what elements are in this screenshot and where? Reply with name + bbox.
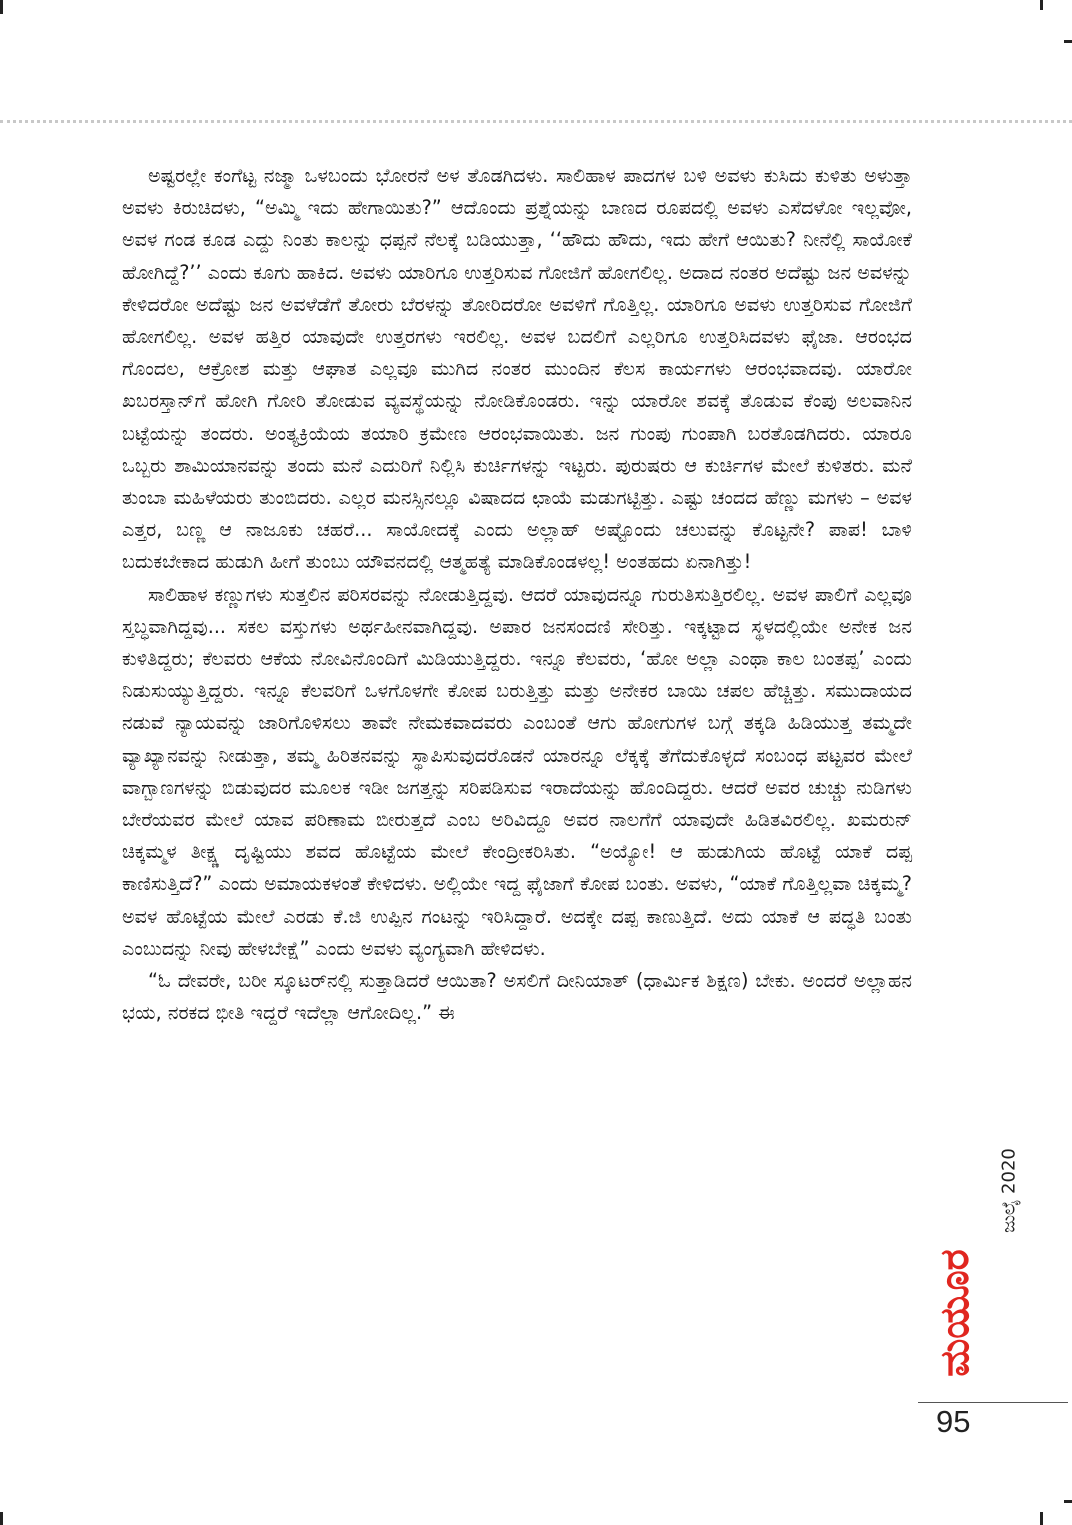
crop-mark-bottom-left [0,1512,3,1525]
page-number-rule [918,1402,1068,1403]
crop-mark-top-left [0,0,3,14]
article-body [122,160,912,1029]
crop-mark-right-upper [1064,40,1072,43]
crop-mark-right-lower [1064,1500,1072,1503]
crop-mark-bottom-right [1040,1512,1043,1525]
paragraph: ಸಾಲಿಹಾಳ ಕಣ್ಣುಗಳು ಸುತ್ತಲಿನ ಪರಿಸರವನ್ನು ನೋಡುತ್ತಿದ್ದವು. ಆದರೆ ಯಾವುದನ್ನೂ ಗುರುತಿಸುತ್ತಿರಲಿಲ್ಲ. ಅವಳ ಪಾಲಿಗೆ ಎಲ್ಲವೂ ಸ್ತಬ್ಧವಾಗಿದ್ದವು... ಸಕಲ ವಸ್ತುಗಳು ಅರ್ಥಹೀನವಾಗಿದ್ದವು. ಅಪಾರ ಜನಸಂದಣಿ ಸೇರಿತ್ತು. ಇಕ್ಕಟ್ಟಾದ ಸ್ಥಳದಲ್ಲಿಯೇ ಅನೇಕ ಜನ ಕುಳಿತಿದ್ದರು; ಕೆಲವರು ಆಕೆಯ ನೋವಿನೊಂದಿಗೆ ಮಿಡಿಯುತ್ತಿದ್ದರು. ಇನ್ನೂ ಕೆಲವರು, ‘ಹೋ ಅಲ್ಲಾ ಎಂಥಾ ಕಾಲ ಬಂತಪ್ಪ’ ಎಂದು ನಿಡುಸುಯ್ಯುತ್ತಿದ್ದರು. ಇನ್ನೂ ಕೆಲವರಿಗೆ ಒಳಗೊಳಗೇ ಕೋಪ ಬರುತ್ತಿತ್ತು ಮತ್ತು ಅನೇಕರ ಬಾಯಿ ಚಪಲ ಹೆಚ್ಚಿತ್ತು. ಸಮುದಾಯದ ನಡುವೆ ನ್ಯಾಯವನ್ನು ಜಾರಿಗೊಳಿಸಲು ತಾವೇ ನೇಮಕವಾದವರು ಎಂಬಂತೆ ಆಗು ಹೋಗುಗಳ ಬಗ್ಗೆ ತಕ್ಕಡಿ ಹಿಡಿಯುತ್ತ ತಮ್ಮದೇ ವ್ಯಾಖ್ಯಾನವನ್ನು ನೀಡುತ್ತಾ, ತಮ್ಮ ಹಿರಿತನವನ್ನು ಸ್ಥಾಪಿಸುವುದರೊಡನೆ ಯಾರನ್ನೂ ಲೆಕ್ಕಕ್ಕೆ ತೆಗೆದುಕೊಳ್ಳದೆ ಸಂಬಂಧ ಪಟ್ಟವರ ಮೇಲೆ ವಾಗ್ಬಾಣಗಳನ್ನು ಬಿಡುವುದರ ಮೂಲಕ ಇಡೀ ಜಗತ್ತನ್ನು ಸರಿಪಡಿಸುವ ಇರಾದೆಯನ್ನು ಹೊಂದಿದ್ದರು. ಆದರೆ ಅವರ ಚುಚ್ಚು ನುಡಿಗಳು ಬೇರೆಯವರ ಮೇಲೆ ಯಾವ ಪರಿಣಾಮ ಬೀರುತ್ತದೆ ಎಂಬ ಅರಿವಿದ್ದೂ ಅವರ ನಾಲಗೆಗೆ ಯಾವುದೇ ಹಿಡಿತವಿರಲಿಲ್ಲ. ಖಮರುನ್ ಚಿಕ್ಕಮ್ಮಳ ತೀಕ್ಷ್ಣ ದೃಷ್ಟಿಯು ಶವದ ಹೊಟ್ಟೆಯ ಮೇಲೆ ಕೇಂದ್ರೀಕರಿಸಿತು. “ಅಯ್ಯೋ! ಆ ಹುಡುಗಿಯ ಹೊಟ್ಟೆ ಯಾಕೆ ದಪ್ಪ ಕಾಣಿಸುತ್ತಿದೆ?” ಎಂದು ಅಮಾಯಕಳಂತೆ ಕೇಳಿದಳು. ಅಲ್ಲಿಯೇ ಇದ್ದ ಫೈಜಾಗೆ ಕೋಪ ಬಂತು. ಅವಳು, “ಯಾಕೆ ಗೊತ್ತಿಲ್ಲವಾ ಚಿಕ್ಕಮ್ಮ? ಅವಳ ಹೊಟ್ಟೆಯ ಮೇಲೆ ಎರಡು ಕೆ.ಜಿ ಉಪ್ಪಿನ ಗಂಟನ್ನು ಇರಿಸಿದ್ದಾರೆ. ಅದಕ್ಕೇ ದಪ್ಪ ಕಾಣುತ್ತಿದೆ. ಅದು ಯಾಕೆ ಆ ಪದ್ಧತಿ ಬಂತು ಎಂಬುದನ್ನು ನೀವು ಹೇಳಬೇಕ್ಷೆ” ಎಂದು ಅವಳು ವ್ಯಂಗ್ಯವಾಗಿ ಹೇಳಿದಳು. [122,582,912,960]
magazine-logo: ಮಯೂರ [932,1249,978,1377]
paragraph: “ಓ ದೇವರೇ, ಬರೀ ಸ್ಕೂಟರ್‌ನಲ್ಲಿ ಸುತ್ತಾಡಿದರೆ ಆಯಿತಾ? ಅಸಲಿಗೆ ದೀನಿಯಾತ್ (ಧಾರ್ಮಿಕ ಶಿಕ್ಷಣ) ಬೇಕು. ಅಂದರೆ ಅಲ್ಲಾಹನ ಭಯ, ನರಕದ ಭೀತಿ ಇದ್ದರೆ ಇದೆಲ್ಲಾ ಆಗೋದಿಲ್ಲ.” ಈ [122,969,912,1025]
header-dotted-rule [0,120,1072,123]
issue-date: ಜುಲೈ 2020 [998,1148,1020,1233]
crop-mark-top-right [1040,0,1043,10]
paragraph: ಅಷ್ಟರಲ್ಲೇ ಕಂಗೆಟ್ಟ ನಜ್ಮಾ ಒಳಬಂದು ಭೋರನೆ ಅಳ ತೊಡಗಿದಳು. ಸಾಲಿಹಾಳ ಪಾದಗಳ ಬಳಿ ಅವಳು ಕುಸಿದು ಕುಳಿತು ಅಳುತ್ತಾ ಅವಳು ಕಿರುಚಿದಳು, “ಅಮ್ಮಿ ಇದು ಹೇಗಾಯಿತು?” ಆದೊಂದು ಪ್ರಶ್ನೆಯನ್ನು ಬಾಣದ ರೂಪದಲ್ಲಿ ಅವಳು ಎಸೆದಳೋ ಇಲ್ಲವೋ, ಅವಳ ಗಂಡ ಕೂಡ ಎದ್ದು ನಿಂತು ಕಾಲನ್ನು ಧಪ್ಪನೆ ನೆಲಕ್ಕೆ ಬಡಿಯುತ್ತಾ, ‘‘ಹೌದು ಹೌದು, ಇದು ಹೇಗೆ ಆಯಿತು? ನೀನೆಲ್ಲಿ ಸಾಯೋಕೆ ಹೋಗಿದ್ದೆ?’’ ಎಂದು ಕೂಗು ಹಾಕಿದ. ಅವಳು ಯಾರಿಗೂ ಉತ್ತರಿಸುವ ಗೋಜಿಗೆ ಹೋಗಲಿಲ್ಲ. ಅದಾದ ನಂತರ ಅದೆಷ್ಟು ಜನ ಅವಳನ್ನು ಕೇಳಿದರೋ ಅದೆಷ್ಟು ಜನ ಅವಳೆಡೆಗೆ ತೋರು ಬೆರಳನ್ನು ತೋರಿದರೋ ಅವಳಿಗೆ ಗೊತ್ತಿಲ್ಲ. ಯಾರಿಗೂ ಅವಳು ಉತ್ತರಿಸುವ ಗೋಜಿಗೆ ಹೋಗಲಿಲ್ಲ. ಅವಳ ಹತ್ತಿರ ಯಾವುದೇ ಉತ್ತರಗಳು ಇರಲಿಲ್ಲ. ಅವಳ ಬದಲಿಗೆ ಎಲ್ಲರಿಗೂ ಉತ್ತರಿಸಿದವಳು ಫೈಜಾ. ಆರಂಭದ ಗೊಂದಲ, ಆಕ್ರೋಶ ಮತ್ತು ಆಘಾತ ಎಲ್ಲವೂ ಮುಗಿದ ನಂತರ ಮುಂದಿನ ಕೆಲಸ ಕಾರ್ಯಗಳು ಆರಂಭವಾದವು. ಯಾರೋ ಖಬರಸ್ತಾನ್‌ಗೆ ಹೋಗಿ ಗೋರಿ ತೋಡುವ ವ್ಯವಸ್ಥೆಯನ್ನು ನೋಡಿಕೊಂಡರು. ಇನ್ನು ಯಾರೋ ಶವಕ್ಕೆ ತೊಡುವ ಕೆಂಪು ಅಲವಾನಿನ ಬಟ್ಟೆಯನ್ನು ತಂದರು. ಅಂತ್ಯಕ್ರಿಯೆಯ ತಯಾರಿ ಕ್ರಮೇಣ ಆರಂಭವಾಯಿತು. ಜನ ಗುಂಪು ಗುಂಪಾಗಿ ಬರತೊಡಗಿದರು. ಯಾರೂ ಒಬ್ಬರು ಶಾಮಿಯಾನವನ್ನು ತಂದು ಮನೆ ಎದುರಿಗೆ ನಿಲ್ಲಿಸಿ ಕುರ್ಚಿಗಳನ್ನು ಇಟ್ಟರು. ಪುರುಷರು ಆ ಕುರ್ಚಿಗಳ ಮೇಲೆ ಕುಳಿತರು. ಮನೆ ತುಂಬಾ ಮಹಿಳೆಯರು ತುಂಬಿದರು. ಎಲ್ಲರ ಮನಸ್ಸಿನಲ್ಲೂ ವಿಷಾದದ ಛಾಯೆ ಮಡುಗಟ್ಟಿತ್ತು. ಎಷ್ಟು ಚಂದದ ಹೆಣ್ಣು ಮಗಳು – ಅವಳ ಎತ್ತರ, ಬಣ್ಣ ಆ ನಾಜೂಕು ಚಹರೆ... ಸಾಯೋದಕ್ಕೆ ಎಂದು ಅಲ್ಲಾಹ್ ಅಷ್ಟೊಂದು ಚಲುವನ್ನು ಕೊಟ್ಟನೇ? ಪಾಪ! ಬಾಳಿ ಬದುಕಬೇಕಾದ ಹುಡುಗಿ ಹೀಗೆ ತುಂಬು ಯೌವನದಲ್ಲಿ ಆತ್ಮಹತ್ಯೆ ಮಾಡಿಕೊಂಡಳಲ್ಲ! ಅಂತಹದು ಏನಾಗಿತ್ತು! [122,164,912,574]
page-number: 95 [936,1404,971,1439]
